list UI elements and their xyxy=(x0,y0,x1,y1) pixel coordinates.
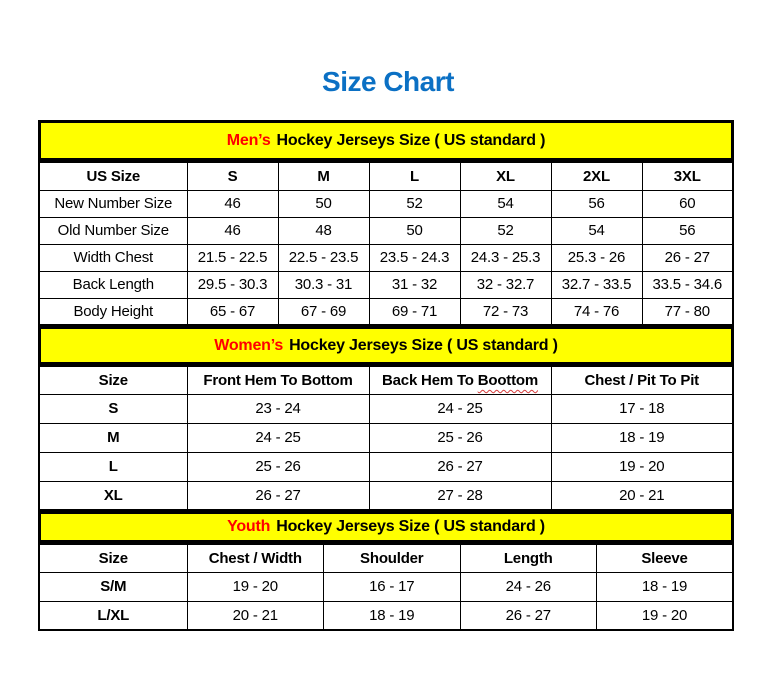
mens-value-cell: 69 - 71 xyxy=(369,298,460,325)
youth-table-row xyxy=(39,601,733,630)
womens-column-header: Back Hem To Boottom xyxy=(369,366,551,394)
mens-value-cell: 77 - 80 xyxy=(642,298,733,325)
mens-row-label: New Number Size xyxy=(39,190,187,217)
mens-value-cell: 54 xyxy=(551,217,642,244)
mens-column-header: 2XL xyxy=(551,162,642,190)
youth-value-cell: 18 - 19 xyxy=(324,601,461,630)
womens-table-row xyxy=(39,452,733,481)
mens-table-row xyxy=(39,190,733,217)
mens-row-label: Old Number Size xyxy=(39,217,187,244)
youth-table-row xyxy=(39,572,733,601)
youth-value-cell: 19 - 20 xyxy=(187,572,324,601)
youth-value-cell: 20 - 21 xyxy=(187,601,324,630)
womens-row-label: L xyxy=(39,452,187,481)
mens-table-row xyxy=(39,217,733,244)
womens-section-banner xyxy=(38,326,734,365)
mens-value-cell: 48 xyxy=(278,217,369,244)
mens-value-cell: 26 - 27 xyxy=(642,244,733,271)
youth-header-row xyxy=(39,544,733,572)
womens-size-table xyxy=(38,365,734,511)
mens-banner-highlight: Men’s xyxy=(226,131,271,149)
youth-column-header: Size xyxy=(39,544,187,572)
mens-table-row xyxy=(39,298,733,325)
mens-column-header: L xyxy=(369,162,460,190)
mens-row-label: Body Height xyxy=(39,298,187,325)
misspelled-word: Boottom xyxy=(477,371,538,389)
size-tables xyxy=(38,120,734,631)
mens-section-banner xyxy=(38,120,734,161)
womens-column-header: Front Hem To Bottom xyxy=(187,366,369,394)
mens-value-cell: 60 xyxy=(642,190,733,217)
womens-table-row xyxy=(39,423,733,452)
mens-value-cell: 72 - 73 xyxy=(460,298,551,325)
mens-value-cell: 74 - 76 xyxy=(551,298,642,325)
mens-column-header: XL xyxy=(460,162,551,190)
womens-value-cell: 24 - 25 xyxy=(187,423,369,452)
mens-value-cell: 56 xyxy=(551,190,642,217)
youth-section-banner xyxy=(38,511,734,543)
mens-column-header: 3XL xyxy=(642,162,733,190)
mens-value-cell: 52 xyxy=(369,190,460,217)
mens-value-cell: 54 xyxy=(460,190,551,217)
womens-row-label: XL xyxy=(39,481,187,510)
mens-header-row xyxy=(39,162,733,190)
womens-banner-highlight: Women’s xyxy=(214,336,284,354)
youth-size-table xyxy=(38,543,734,631)
mens-value-cell: 33.5 - 34.6 xyxy=(642,271,733,298)
womens-banner-text: Hockey Jerseys Size ( US standard ) xyxy=(289,336,558,354)
mens-row-label: Width Chest xyxy=(39,244,187,271)
youth-value-cell: 18 - 19 xyxy=(597,572,734,601)
mens-size-table xyxy=(38,161,734,326)
womens-value-cell: 17 - 18 xyxy=(551,394,733,423)
mens-value-cell: 30.3 - 31 xyxy=(278,271,369,298)
mens-table-row xyxy=(39,271,733,298)
youth-value-cell: 19 - 20 xyxy=(597,601,734,630)
mens-value-cell: 32.7 - 33.5 xyxy=(551,271,642,298)
mens-value-cell: 67 - 69 xyxy=(278,298,369,325)
womens-value-cell: 18 - 19 xyxy=(551,423,733,452)
womens-value-cell: 27 - 28 xyxy=(369,481,551,510)
mens-column-header: M xyxy=(278,162,369,190)
mens-value-cell: 46 xyxy=(187,190,278,217)
womens-value-cell: 19 - 20 xyxy=(551,452,733,481)
youth-banner-text: Hockey Jerseys Size ( US standard ) xyxy=(276,518,545,535)
youth-value-cell: 26 - 27 xyxy=(460,601,597,630)
youth-column-header: Length xyxy=(460,544,597,572)
youth-column-header: Sleeve xyxy=(597,544,734,572)
womens-value-cell: 25 - 26 xyxy=(187,452,369,481)
mens-value-cell: 56 xyxy=(642,217,733,244)
mens-value-cell: 22.5 - 23.5 xyxy=(278,244,369,271)
youth-value-cell: 16 - 17 xyxy=(324,572,461,601)
youth-column-header: Chest / Width xyxy=(187,544,324,572)
mens-value-cell: 50 xyxy=(278,190,369,217)
youth-banner-highlight: Youth xyxy=(227,518,271,535)
mens-value-cell: 46 xyxy=(187,217,278,244)
womens-column-header: Size xyxy=(39,366,187,394)
mens-table-row xyxy=(39,244,733,271)
mens-value-cell: 29.5 - 30.3 xyxy=(187,271,278,298)
mens-banner-text: Hockey Jerseys Size ( US standard ) xyxy=(276,131,546,149)
mens-column-header: S xyxy=(187,162,278,190)
womens-row-label: M xyxy=(39,423,187,452)
womens-value-cell: 26 - 27 xyxy=(369,452,551,481)
youth-column-header: Shoulder xyxy=(324,544,461,572)
womens-value-cell: 25 - 26 xyxy=(369,423,551,452)
womens-value-cell: 20 - 21 xyxy=(551,481,733,510)
mens-value-cell: 50 xyxy=(369,217,460,244)
page-title: Size Chart xyxy=(322,66,454,97)
womens-column-header: Chest / Pit To Pit xyxy=(551,366,733,394)
mens-value-cell: 23.5 - 24.3 xyxy=(369,244,460,271)
womens-table-row xyxy=(39,394,733,423)
mens-row-label: Back Length xyxy=(39,271,187,298)
youth-row-label: L/XL xyxy=(39,601,187,630)
womens-header-row xyxy=(39,366,733,394)
mens-value-cell: 32 - 32.7 xyxy=(460,271,551,298)
mens-column-header: US Size xyxy=(39,162,187,190)
mens-value-cell: 31 - 32 xyxy=(369,271,460,298)
youth-value-cell: 24 - 26 xyxy=(460,572,597,601)
womens-value-cell: 24 - 25 xyxy=(369,394,551,423)
youth-row-label: S/M xyxy=(39,572,187,601)
mens-value-cell: 65 - 67 xyxy=(187,298,278,325)
womens-table-row xyxy=(39,481,733,510)
mens-value-cell: 24.3 - 25.3 xyxy=(460,244,551,271)
womens-value-cell: 23 - 24 xyxy=(187,394,369,423)
mens-value-cell: 25.3 - 26 xyxy=(551,244,642,271)
mens-value-cell: 52 xyxy=(460,217,551,244)
womens-row-label: S xyxy=(39,394,187,423)
mens-value-cell: 21.5 - 22.5 xyxy=(187,244,278,271)
womens-value-cell: 26 - 27 xyxy=(187,481,369,510)
